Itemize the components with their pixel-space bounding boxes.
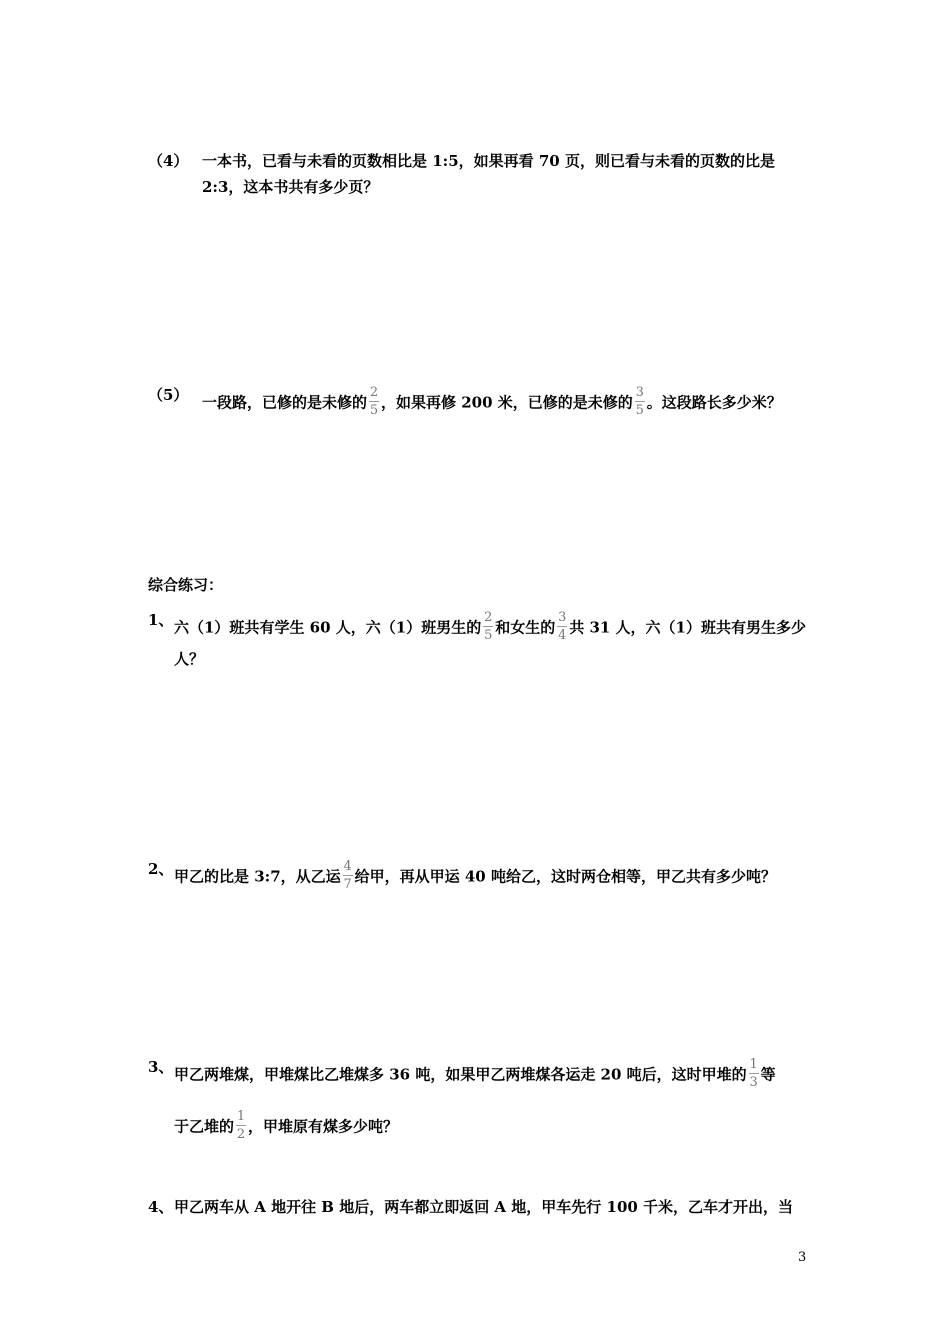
p1-fraction-1 <box>483 611 493 642</box>
fraction-denominator: 5 <box>484 628 493 643</box>
p1-label: 1、 <box>148 611 174 629</box>
q5-text-2: ，如果再修 200 米，已修的是未修的 <box>381 393 633 412</box>
q4-line1: 一本书，已看与未看的页数相比是 1:5，如果再看 70 页，则已看与未看的页数的比是 <box>202 152 775 170</box>
fraction-numerator: 1 <box>749 1057 758 1072</box>
p1-line2: 人？ <box>174 650 205 668</box>
fraction-bar <box>557 626 567 627</box>
q5-text-1: 一段路，已修的是未修的 <box>202 393 368 412</box>
p2-label: 2、 <box>148 860 174 878</box>
p2-fraction-1 <box>343 860 353 891</box>
p2-text-2: 给甲，再从甲运 40 吨给乙，这时两仓相等，甲乙共有多少吨？ <box>354 867 776 886</box>
fraction-bar <box>343 875 353 876</box>
fraction-bar <box>635 401 645 402</box>
p1-text <box>174 610 806 644</box>
fraction-bar <box>236 1125 246 1126</box>
q4-line2: 2:3，这本书共有多少页？ <box>202 178 379 196</box>
fraction-numerator: 2 <box>484 610 493 625</box>
q5-text-3: 。这段路长多少米？ <box>646 393 782 412</box>
fraction-numerator: 2 <box>369 385 379 400</box>
p3-line1 <box>174 1057 776 1091</box>
p4-text: 甲乙两车从 A 地开往 B 地后，两车都立即返回 A 地，甲车先行 100 千米，乙车才开出，当 <box>174 1198 794 1216</box>
page-number: 3 <box>798 1250 807 1265</box>
fraction-denominator: 3 <box>749 1075 758 1090</box>
p3-text-3: 于乙堆的 <box>174 1117 235 1136</box>
p4-label: 4、 <box>148 1198 174 1216</box>
fraction-denominator: 5 <box>369 403 379 418</box>
p3-text-2: 等 <box>760 1065 776 1084</box>
p3-label: 3、 <box>148 1058 174 1076</box>
p3-fraction-2 <box>236 1110 246 1141</box>
fraction-bar <box>749 1073 759 1074</box>
p3-text-1: 甲乙两堆煤，甲堆煤比乙堆煤多 36 吨，如果甲乙两堆煤各运走 20 吨后，这时甲堆的 <box>174 1065 747 1084</box>
p2-text <box>174 859 776 893</box>
p3-line2 <box>174 1109 399 1143</box>
fraction-numerator: 3 <box>558 610 567 625</box>
fraction-denominator: 4 <box>558 628 567 643</box>
q5-label: （5） <box>148 386 189 404</box>
fraction-bar <box>369 401 379 402</box>
p1-text-3: 共 31 人，六（1）班共有男生多少 <box>569 618 806 637</box>
q5-text <box>202 385 782 419</box>
fraction-denominator: 5 <box>635 403 644 418</box>
p3-text-4: ，甲堆原有煤多少吨？ <box>248 1117 399 1136</box>
p1-text-1: 六（1）班共有学生 60 人，六（1）班男生的 <box>174 618 482 637</box>
fraction-denominator: 2 <box>236 1127 246 1142</box>
fraction-numerator: 3 <box>635 385 644 400</box>
p3-fraction-1 <box>749 1058 759 1089</box>
p1-fraction-2 <box>557 611 567 642</box>
q5-fraction-1 <box>369 386 379 417</box>
fraction-denominator: 7 <box>343 877 352 892</box>
q5-fraction-2 <box>635 386 645 417</box>
fraction-bar <box>483 626 493 627</box>
fraction-numerator: 4 <box>343 859 352 874</box>
fraction-numerator: 1 <box>236 1109 246 1124</box>
p2-text-1: 甲乙的比是 3:7，从乙运 <box>174 867 341 886</box>
section-title: 综合练习： <box>148 576 224 594</box>
q4-label: （4） <box>148 152 189 170</box>
p1-text-2: 和女生的 <box>495 618 556 637</box>
